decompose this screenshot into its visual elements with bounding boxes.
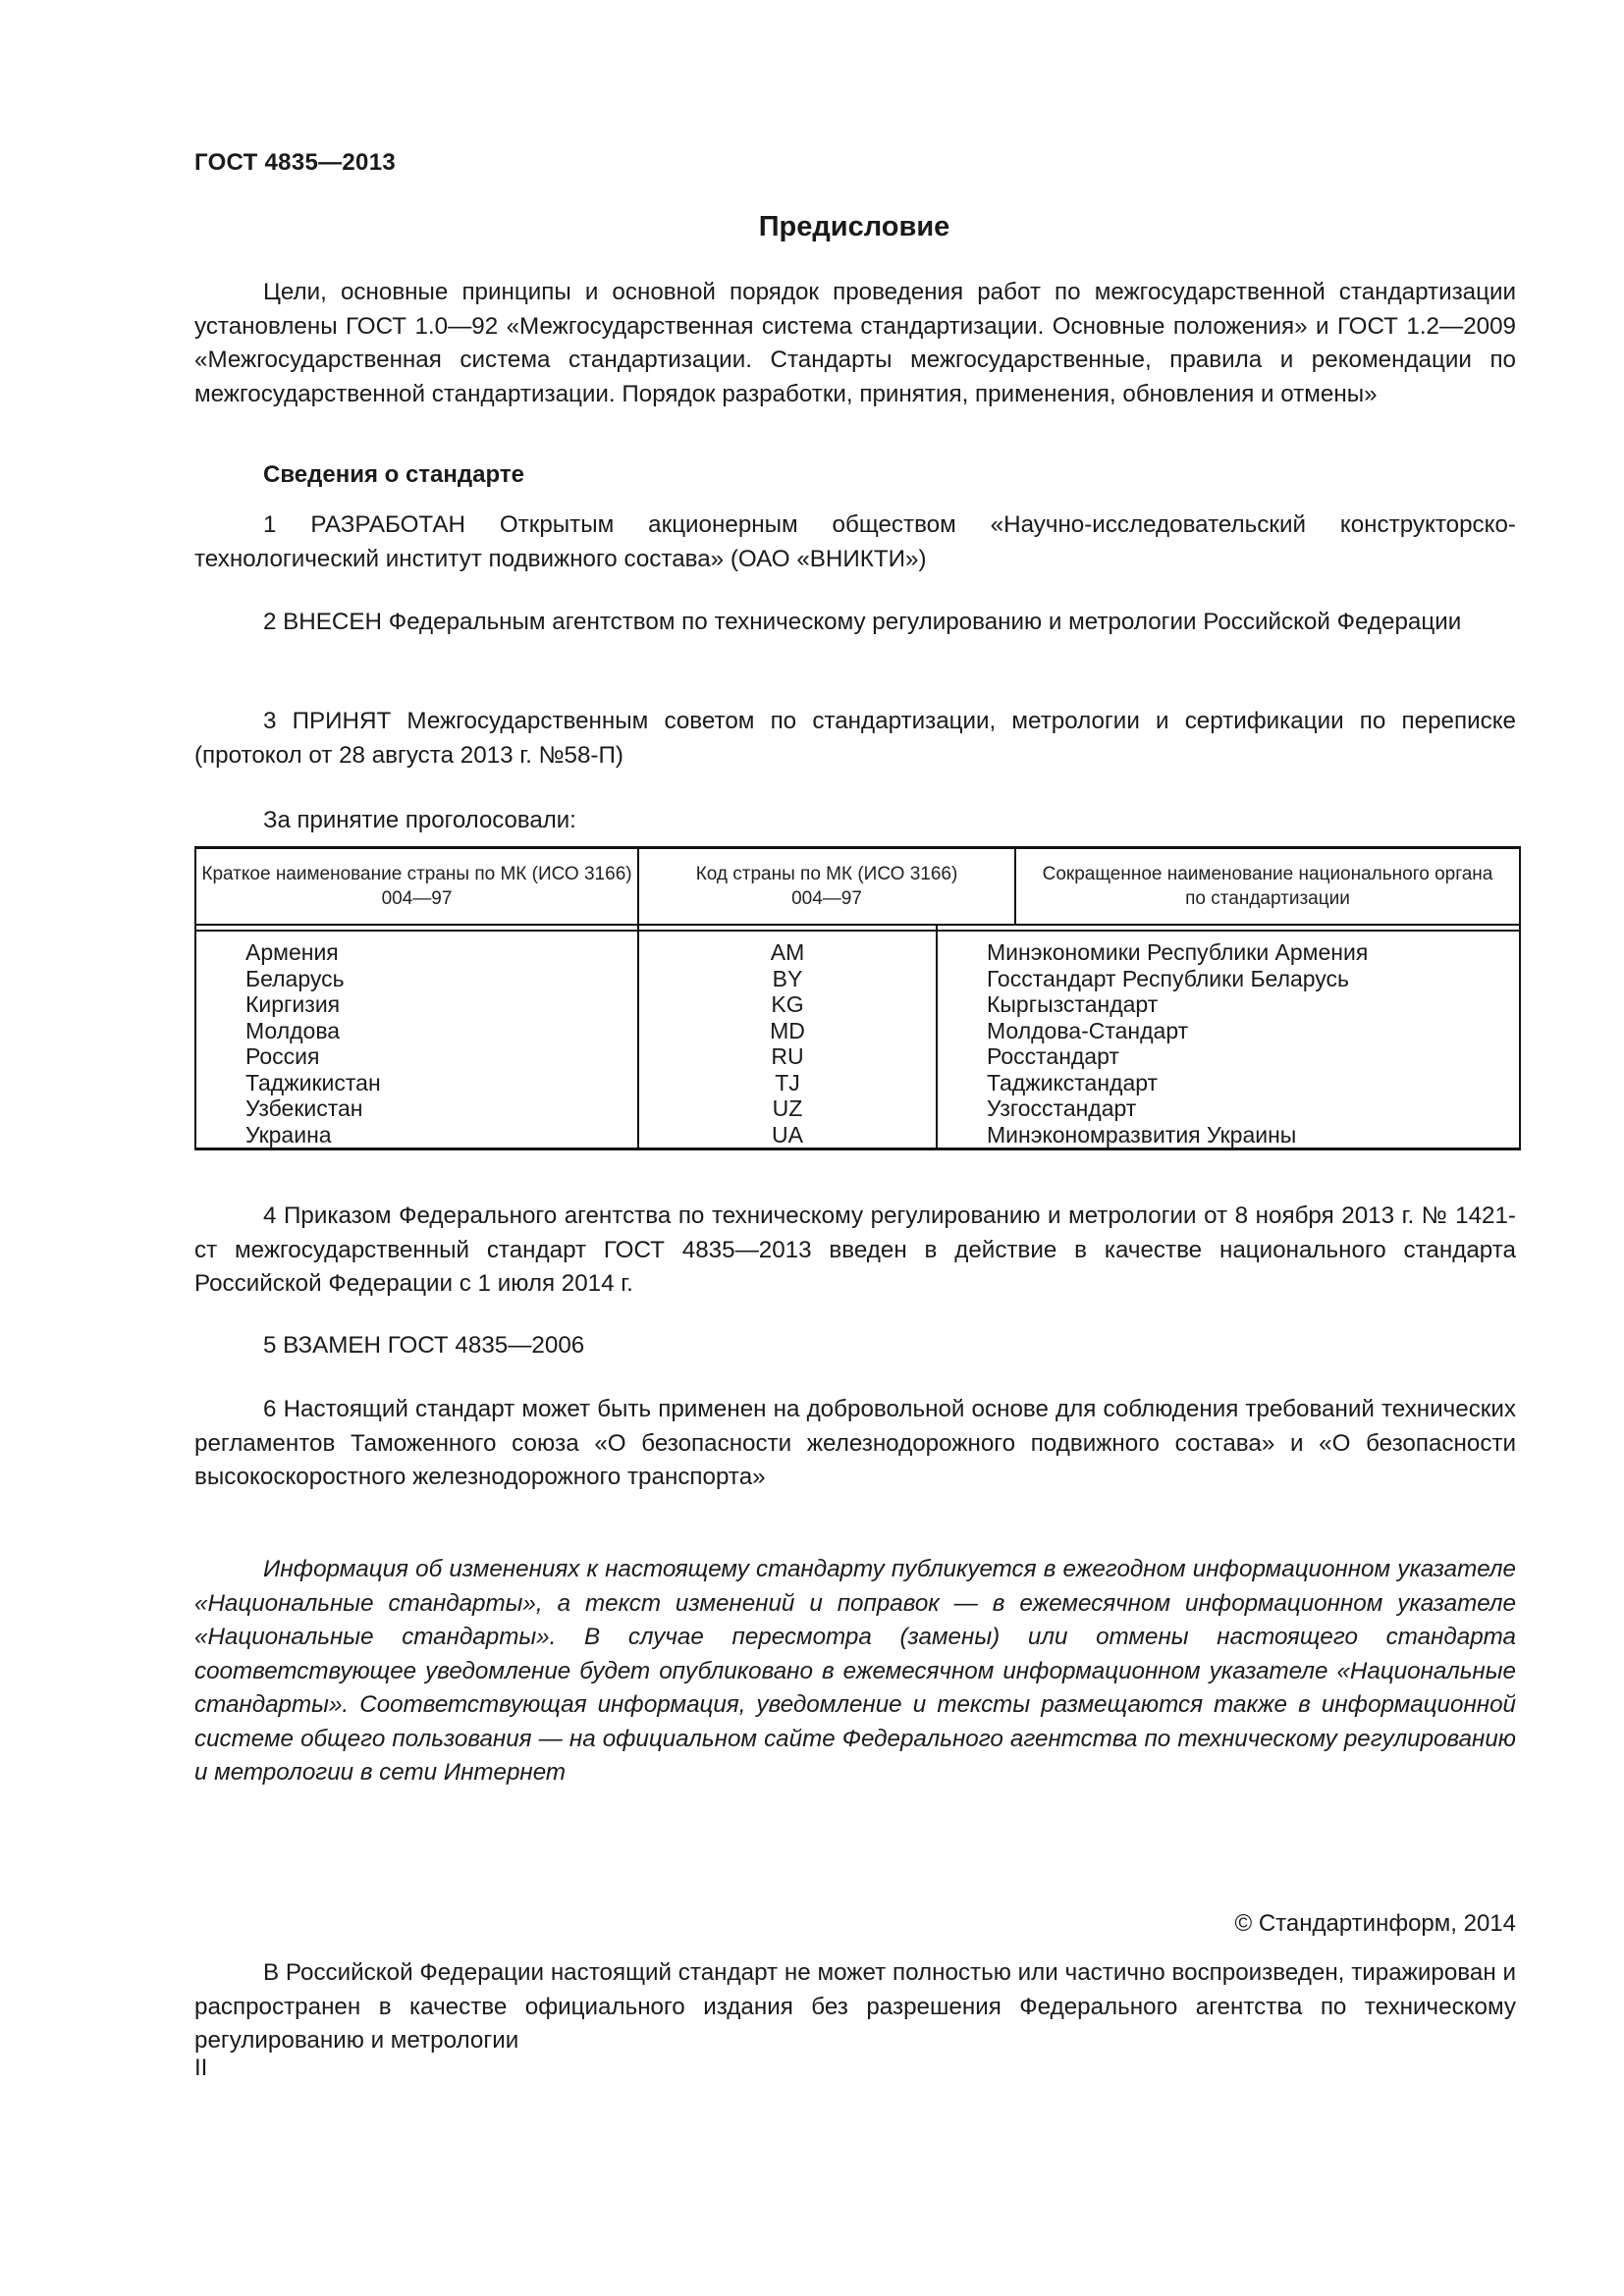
info-item-6: 6 Настоящий стандарт может быть применен на добровольной основе для соблюдения требований технических регламентов Таможенного союза «О безопасности железнодорожного подвижного состава» и «О безопасности высокоскоростного железнодорожного транспорта» [194, 1396, 1516, 1490]
info-item-2: 2 ВНЕСЕН Федеральным агентством по техническому регулированию и метрологии Российской Федерации [263, 609, 1462, 635]
info-item-3: 3 ПРИНЯТ Межгосударственным советом по стандартизации, метрологии и сертификации по переписке (протокол от 28 августа 2013 г. №58-П) [194, 708, 1516, 769]
table-cell-code: MD [770, 1017, 805, 1043]
table-cell-code: KG [771, 991, 804, 1017]
table-cell-body: Госстандарт Республики Беларусь [987, 965, 1350, 991]
table-cell-country: Киргизия [245, 991, 341, 1017]
page-title: Предисловие [758, 211, 950, 242]
table-cell-body: Таджикстандарт [987, 1069, 1159, 1095]
table-cell-code: UZ [772, 1095, 803, 1121]
table-cell-code: AM [770, 939, 805, 965]
table-cell-country: Украина [245, 1121, 332, 1148]
table-cell-country: Узбекистан [245, 1095, 363, 1121]
table-cell-code: BY [772, 965, 803, 991]
country-column [196, 932, 637, 1148]
column-header-body: Сокращенное наименование национального органа по стандартизации [1042, 864, 1493, 909]
votes-table [194, 846, 1521, 1150]
standard-info-heading: Сведения о стандарте [263, 461, 524, 488]
table-cell-body: Минэкономики Республики Армения [987, 939, 1369, 965]
intro-paragraph [194, 276, 1516, 411]
code-column [639, 932, 936, 1148]
table-cell-body: Молдова-Стандарт [987, 1017, 1189, 1043]
body-column [938, 932, 1519, 1148]
info-item-1: 1 РАЗРАБОТАН Открытым акционерным обществом «Научно-исследовательский конструкторско-технологический институт подвижного состава» (ОАО «ВНИКТИ») [194, 511, 1516, 572]
info-item-4: 4 Приказом Федерального агентства по техническому регулированию и метрологии от 8 ноября 2013 г. № 1421-ст межгосударственный стандарт ГОСТ 4835—2013 введен в действие в качестве национального стандарта Российской Федерации с 1 июля 2014 г. [194, 1202, 1516, 1297]
info-item-5: 5 ВЗАМЕН ГОСТ 4835—2006 [263, 1332, 585, 1359]
table-header [196, 849, 1519, 926]
reproduction-notice: В Российской Федерации настоящий стандарт не может полностью или частично воспроизведен, тиражирован и распространен в качестве официального издания без разрешения Федерального агентства по техническому регулированию и метрологии [194, 1959, 1516, 2054]
table-cell-body: Кыргызстандарт [987, 991, 1159, 1017]
table-cell-body: Росстандарт [987, 1043, 1119, 1069]
table-cell-country: Беларусь [245, 965, 345, 991]
table-cell-country: Россия [245, 1043, 320, 1069]
info-notice: Информация об изменениях к настоящему стандарту публикуется в ежегодном информационном указателе «Национальные стандарты», а текст изменений и поправок — в ежемесячном информационном указателе «Национальные стандарты». В случае пересмотра (замены) или отмены настоящего стандарта соответствующее уведомление будет опубликовано в ежемесячном информационном указателе «Национальные стандарты». Соответствующая информация, уведомление и тексты размещаются также в информационной системе общего пользования — на официальном сайте Федерального агентства по техническому регулированию и метрологии в сети Интернет [194, 1556, 1516, 1786]
table-cell-code: TJ [775, 1069, 800, 1095]
column-header-country: Краткое наименование страны по МК (ИСО 3166) 004—97 [196, 849, 639, 924]
document-code: ГОСТ 4835—2013 [194, 149, 397, 176]
table-cell-country: Таджикистан [245, 1069, 381, 1095]
page-number: II [194, 2055, 208, 2081]
table-cell-code: UA [772, 1121, 803, 1148]
table-cell-code: RU [771, 1043, 804, 1069]
votes-label: За принятие проголосовали: [263, 807, 576, 833]
column-header-code: Код страны по МК (ИСО 3166) 004—97 [639, 849, 1016, 924]
table-cell-body: Узгосстандарт [987, 1095, 1137, 1121]
table-cell-country: Молдова [245, 1017, 341, 1043]
table-body [196, 932, 1519, 1148]
table-cell-body: Минэкономразвития Украины [987, 1121, 1297, 1148]
table-cell-country: Армения [245, 939, 339, 965]
intro-text: Цели, основные принципы и основной порядок проведения работ по межгосударственной стандартизации установлены ГОСТ 1.0—92 «Межгосударственная система стандартизации. Основные положения» и ГОСТ 1.2—2009 «Межгосударственная система стандартизации. Стандарты межгосударственные, правила и рекомендации по межгосударственной стандартизации. Порядок разработки, принятия, применения, обновления и отмены» [194, 279, 1516, 407]
copyright: © Стандартинформ, 2014 [1234, 1910, 1516, 1937]
